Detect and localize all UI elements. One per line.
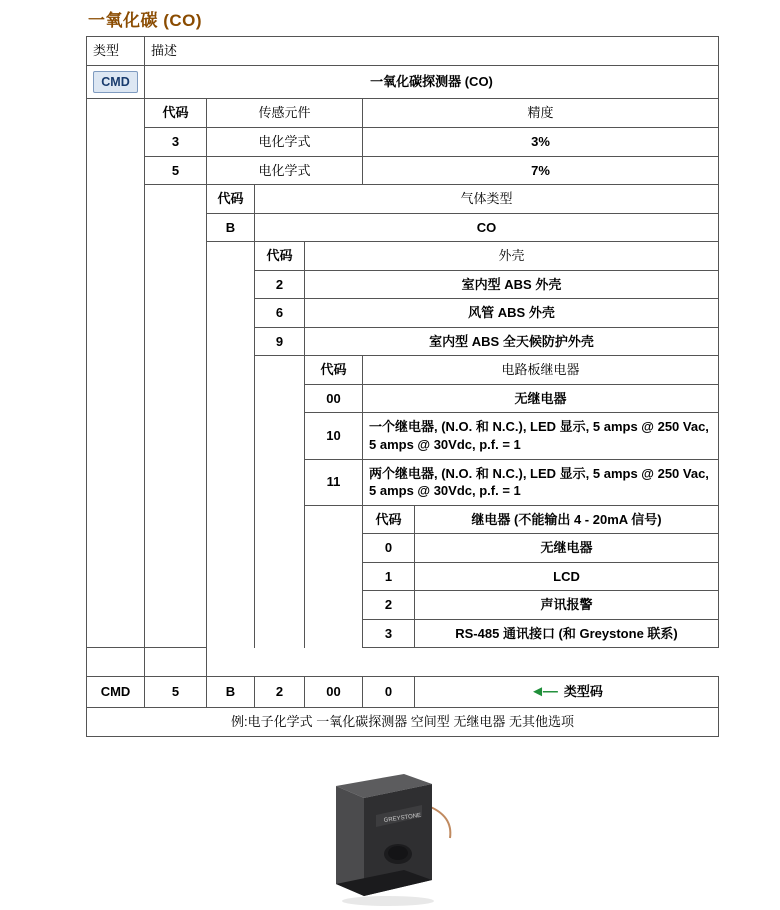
model-selection-table: [86, 36, 719, 737]
enclosure-value-9: 室内型 ABS 全天候防护外壳: [305, 327, 719, 356]
relay-code-00: 00: [305, 384, 363, 413]
option-code-1: 1: [363, 562, 415, 591]
sensor-element-5: 电化学式: [207, 156, 363, 185]
enclosure-value-6: 风管 ABS 外壳: [305, 299, 719, 328]
gas-code-header: 代码: [207, 185, 255, 214]
option-code-2: 2: [363, 591, 415, 620]
sensor-element-3: 电化学式: [207, 127, 363, 156]
spacer-col-sensor: [145, 185, 207, 648]
header-type: 类型: [87, 37, 145, 66]
sensor-code-5: 5: [145, 156, 207, 185]
gas-code-b: B: [207, 213, 255, 242]
sensor-row-3: [87, 127, 719, 156]
product-name: 一氧化碳探测器 (CO): [145, 65, 719, 99]
model-table-container: [86, 36, 718, 737]
product-code-cell: [87, 65, 145, 99]
enclosure-value-2: 室内型 ABS 外壳: [305, 270, 719, 299]
relay-code-11: 11: [305, 459, 363, 505]
example-text: 例:电子化学式 一氧化碳探测器 空间型 无继电器 无其他选项: [87, 708, 719, 737]
table-header-row: [87, 37, 719, 66]
sensor-accuracy-header: 精度: [363, 99, 719, 128]
enclosure-code-2: 2: [255, 270, 305, 299]
filler-code-cell: [87, 648, 145, 677]
sensor-code-3: 3: [145, 127, 207, 156]
spacer-col-enclosure: [255, 356, 305, 648]
example-row: [87, 708, 719, 737]
gas-value-b: CO: [255, 213, 719, 242]
relay-code-10: 10: [305, 413, 363, 459]
filler-row: [87, 648, 719, 677]
summary-label: 类型码: [563, 683, 603, 699]
option-header: 继电器 (不能输出 4 - 20mA 信号): [415, 505, 719, 534]
option-value-1: LCD: [415, 562, 719, 591]
option-code-0: 0: [363, 534, 415, 563]
sensor-accuracy-3: 3%: [363, 127, 719, 156]
gas-type-header: 气体类型: [255, 185, 719, 214]
filler-desc-cell: [145, 648, 207, 677]
summary-cell-option: 0: [363, 676, 415, 707]
relay-value-00: 无继电器: [363, 384, 719, 413]
summary-row: [87, 676, 719, 707]
left-arrow-icon: ◄—: [530, 682, 556, 700]
spacer-col-type: [87, 99, 145, 648]
summary-cell-relay: 00: [305, 676, 363, 707]
enclosure-header: 外壳: [305, 242, 719, 271]
sensor-row-5: [87, 156, 719, 185]
brand-label: GREYSTONE: [383, 812, 422, 824]
sensor-opening-inner: [388, 846, 408, 860]
enclosure-code-6: 6: [255, 299, 305, 328]
header-description: 描述: [145, 37, 719, 66]
sensor-header-row: [87, 99, 719, 128]
sensor-accuracy-5: 7%: [363, 156, 719, 185]
summary-cell-gas: B: [207, 676, 255, 707]
gas-header-row: [87, 185, 719, 214]
option-value-3: RS-485 通讯接口 (和 Greystone 联系): [415, 619, 719, 648]
sensor-code-header: 代码: [145, 99, 207, 128]
relay-value-11: 两个继电器, (N.O. 和 N.C.), LED 显示, 5 amps @ 250 Vac, 5 amps @ 30Vdc, p.f. = 1: [363, 459, 719, 505]
relay-value-10: 一个继电器, (N.O. 和 N.C.), LED 显示, 5 amps @ 250 Vac, 5 amps @ 30Vdc, p.f. = 1: [363, 413, 719, 459]
summary-cell-enclosure: 2: [255, 676, 305, 707]
spacer-col-relay: [305, 505, 363, 648]
product-row: [87, 65, 719, 99]
detector-shadow: [342, 896, 434, 906]
co-detector-photo: [300, 768, 490, 908]
option-code-header: 代码: [363, 505, 415, 534]
spacer-col-gas: [207, 242, 255, 648]
option-code-3: 3: [363, 619, 415, 648]
page-title: 一氧化碳 (CO): [88, 11, 203, 30]
sensor-element-header: 传感元件: [207, 99, 363, 128]
relay-header: 电路板继电器: [363, 356, 719, 385]
option-value-0: 无继电器: [415, 534, 719, 563]
enclosure-code-9: 9: [255, 327, 305, 356]
relay-code-header: 代码: [305, 356, 363, 385]
option-value-2: 声讯报警: [415, 591, 719, 620]
cmd-badge: CMD: [93, 71, 137, 94]
summary-cell-cmd: CMD: [87, 676, 145, 707]
enclosure-code-header: 代码: [255, 242, 305, 271]
summary-cell-sensor: 5: [145, 676, 207, 707]
summary-label-cell: [415, 676, 719, 707]
